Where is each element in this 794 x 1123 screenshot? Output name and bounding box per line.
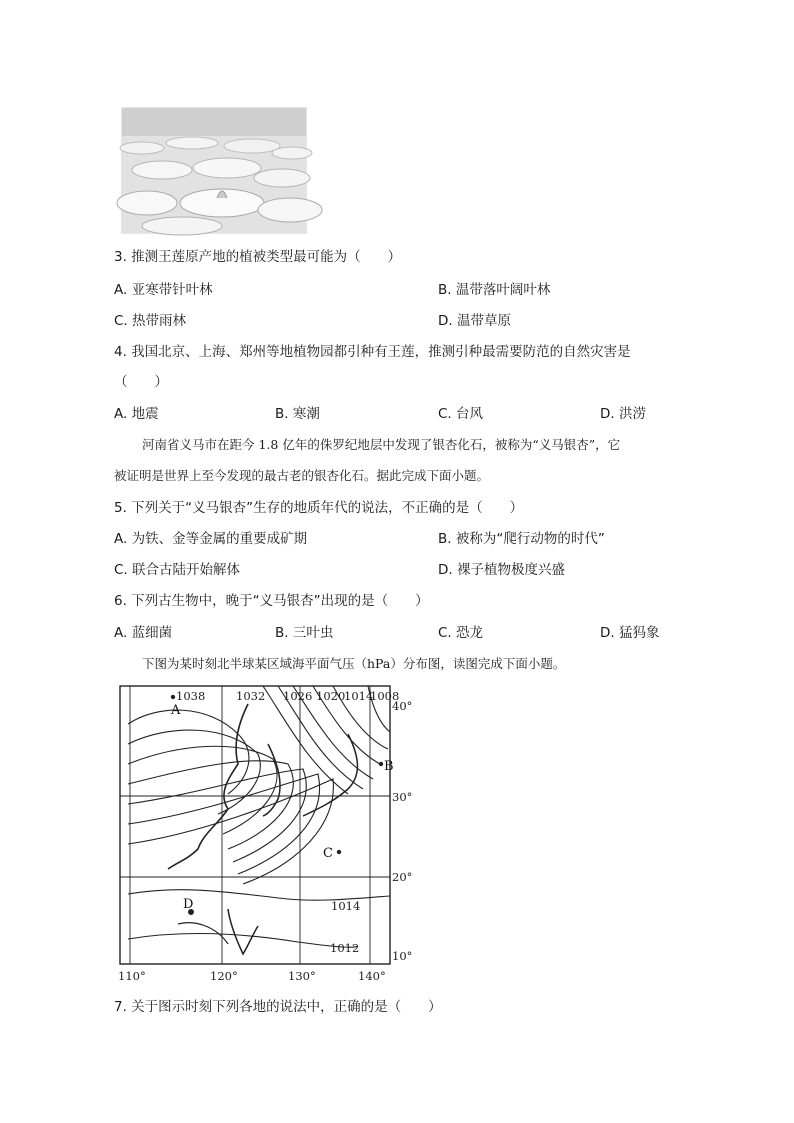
q6-option-a[interactable]: A. 蓝细菌: [114, 625, 173, 641]
question-3-stem: 3. 推测王莲原产地的植被类型最可能为（ ）: [114, 249, 402, 265]
question-7-stem: 7. 关于图示时刻下列各地的说法中，正确的是（ ）: [114, 999, 442, 1015]
map-frame: [120, 686, 390, 964]
lon-label-110: 110°: [118, 969, 146, 983]
q3-option-b[interactable]: B. 温带落叶阔叶林: [438, 282, 551, 298]
q6-option-c[interactable]: C. 恐龙: [438, 625, 484, 641]
point-a-label: A: [171, 703, 181, 718]
coastline-japan: [303, 734, 357, 816]
isobar-label-1026: 1026: [283, 689, 313, 703]
isobar-label-1020: 1020: [316, 689, 346, 703]
lon-label-130: 130°: [288, 969, 316, 983]
isobar-map-svg: [118, 684, 413, 984]
isobar-1012: [128, 933, 358, 947]
point-c-dot: [337, 850, 341, 854]
lat-label-20: 20°: [392, 870, 413, 884]
q5-option-c[interactable]: C. 联合古陆开始解体: [114, 562, 241, 578]
isobar-label-1014: 1014: [344, 689, 374, 703]
isobar-label-1008: 1008: [370, 689, 400, 703]
isobar-label-1014-south: 1014: [331, 899, 361, 913]
q3-option-a[interactable]: A. 亚寒带针叶林: [114, 282, 213, 298]
lon-label-140: 140°: [358, 969, 386, 983]
q5-option-a[interactable]: A. 为铁、金等金属的重要成矿期: [114, 531, 308, 547]
isobar-1038: [128, 710, 249, 794]
q4-option-d[interactable]: D. 洪涝: [600, 406, 646, 422]
water-lily-illustration: [122, 108, 306, 233]
isobar-1035: [128, 730, 260, 814]
point-a-dot: [171, 695, 175, 699]
isobar-label-1038: 1038: [176, 689, 206, 703]
q4-option-a[interactable]: A. 地震: [114, 406, 159, 422]
q4-option-c[interactable]: C. 台风: [438, 406, 484, 422]
q6-option-b[interactable]: B. 三叶虫: [275, 625, 334, 641]
point-d-label: D: [183, 897, 194, 912]
q5-option-b[interactable]: B. 被称为“爬行动物的时代”: [438, 531, 605, 547]
passage-ginkgo-line1: 河南省义马市在距今 1.8 亿年的侏罗纪地层中发现了银杏化石，被称为“义马银杏”，它: [142, 437, 621, 452]
point-b-dot: [379, 762, 383, 766]
question-6-stem: 6. 下列古生物中，晚于“义马银杏”出现的是（ ）: [114, 593, 429, 609]
isobar-map: [118, 684, 413, 984]
q3-option-d[interactable]: D. 温带草原: [438, 313, 511, 329]
isobar-label-1032: 1032: [236, 689, 266, 703]
q4-option-b[interactable]: B. 寒潮: [275, 406, 320, 422]
coastline-philippines: [228, 909, 258, 954]
question-4-stem-cont: （ ）: [114, 374, 168, 390]
q5-option-d[interactable]: D. 裸子植物极度兴盛: [438, 562, 565, 578]
isobar-label-1012: 1012: [330, 941, 360, 955]
q3-option-c[interactable]: C. 热带雨林: [114, 313, 187, 329]
passage-ginkgo-line2: 被证明是世界上至今发现的最古老的银杏化石。据此完成下面小题。: [114, 468, 490, 483]
lat-label-30: 30°: [392, 790, 413, 804]
lat-label-40: 40°: [392, 699, 413, 713]
point-b-label: B: [384, 759, 394, 774]
question-5-stem: 5. 下列关于“义马银杏”生存的地质年代的说法，不正确的是（ ）: [114, 500, 524, 516]
isobar-1029: [128, 761, 293, 849]
q6-option-d[interactable]: D. 猛犸象: [600, 625, 660, 641]
question-4-stem: 4. 我国北京、上海、郑州等地植物园都引种有王莲，推测引种最需要防范的自然灾害是: [114, 344, 631, 360]
water-lily-photo: [121, 107, 307, 234]
lat-label-10: 10°: [392, 949, 413, 963]
lon-label-120: 120°: [210, 969, 238, 983]
passage-pressure-map: 下图为某时刻北半球某区域海平面气压（hPa）分布图，读图完成下面小题。: [142, 656, 566, 671]
point-c-label: C: [323, 846, 333, 861]
